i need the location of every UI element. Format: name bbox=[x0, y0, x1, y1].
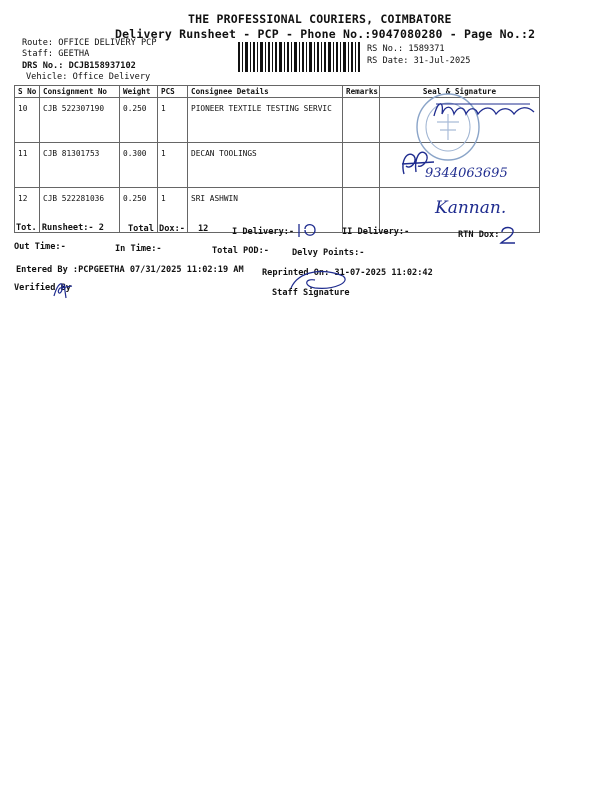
company-title: THE PROFESSIONAL COURIERS, COIMBATORE bbox=[188, 12, 452, 26]
row-pcs: 1 bbox=[158, 143, 188, 188]
row-weight: 0.250 bbox=[120, 98, 158, 143]
total-dox-label: Total Dox:- bbox=[128, 224, 185, 234]
col-header-remarks: Remarks bbox=[343, 86, 380, 98]
rs-number: RS No.: 1589371 bbox=[367, 44, 445, 54]
row-sno: 11 bbox=[15, 143, 40, 188]
col-header-seal-signature: Seal & Signature bbox=[380, 86, 540, 98]
i-delivery-label: I Delivery:- bbox=[232, 227, 295, 237]
drs-number: DRS No.: DCJB158937102 bbox=[22, 61, 136, 71]
row-consignment: CJB 522281036 bbox=[40, 188, 120, 233]
col-header-weight: Weight bbox=[120, 86, 158, 98]
row-consignee: PIONEER TEXTILE TESTING SERVIC bbox=[188, 98, 343, 143]
row-pcs: 1 bbox=[158, 98, 188, 143]
row-remarks bbox=[343, 143, 380, 188]
vehicle-label: Vehicle: Office Delivery bbox=[26, 72, 151, 82]
handwritten-phone: 9344063695 bbox=[425, 166, 508, 181]
total-dox-value: 12 bbox=[198, 224, 209, 234]
row-consignment: CJB 81301753 bbox=[40, 143, 120, 188]
row-pcs: 1 bbox=[158, 188, 188, 233]
row-remarks bbox=[343, 188, 380, 233]
row-remarks bbox=[343, 98, 380, 143]
in-time-label: In Time:- bbox=[115, 244, 162, 254]
row-consignee: DECAN TOOLINGS bbox=[188, 143, 343, 188]
col-header-pcs: PCS bbox=[158, 86, 188, 98]
delivery-points-label: Delvy Points:- bbox=[292, 248, 365, 258]
runsheet-title: Delivery Runsheet - PCP - Phone No.:9047080280 - Page No.:2 bbox=[115, 27, 536, 41]
col-header-consignment: Consignment No bbox=[40, 86, 120, 98]
row-weight: 0.300 bbox=[120, 143, 158, 188]
row-sno: 10 bbox=[15, 98, 40, 143]
row-sno: 12 bbox=[15, 188, 40, 233]
staff-label: Staff: GEETHA bbox=[22, 49, 90, 59]
row-weight: 0.250 bbox=[120, 188, 158, 233]
staff-signature-mark bbox=[285, 266, 353, 296]
row-consignee: SRI ASHWIN bbox=[188, 188, 343, 233]
handwritten-rtn-count bbox=[498, 224, 518, 246]
staff-signature-label: Staff Signature bbox=[272, 288, 350, 298]
handwritten-name: Kannan. bbox=[435, 198, 507, 218]
row-consignment: CJB 522307190 bbox=[40, 98, 120, 143]
entered-by: Entered By :PCPGEETHA 07/31/2025 11:02:19 AM bbox=[16, 265, 244, 275]
signature-row-10 bbox=[430, 96, 540, 124]
rtn-dox-label: RTN Dox: bbox=[458, 230, 500, 240]
route-label: Route: OFFICE DELIVERY PCP bbox=[22, 38, 157, 48]
verified-by-signature bbox=[50, 278, 76, 300]
out-time-label: Out Time:- bbox=[14, 242, 66, 252]
barcode-image bbox=[238, 42, 360, 72]
rs-date: RS Date: 31-Jul-2025 bbox=[367, 56, 471, 66]
total-pod-label: Total POD:- bbox=[212, 246, 269, 256]
verified-by-label: Verified By bbox=[14, 283, 71, 293]
reprinted-on: Reprinted On: 31-07-2025 11:02:42 bbox=[262, 268, 433, 278]
col-header-consignee: Consignee Details bbox=[188, 86, 343, 98]
ii-delivery-label: II Delivery:- bbox=[342, 227, 410, 237]
total-runsheet: Tot. Runsheet:- 2 bbox=[16, 223, 104, 233]
handwritten-i-delivery-count bbox=[296, 220, 318, 240]
col-header-sno: S No bbox=[15, 86, 40, 98]
